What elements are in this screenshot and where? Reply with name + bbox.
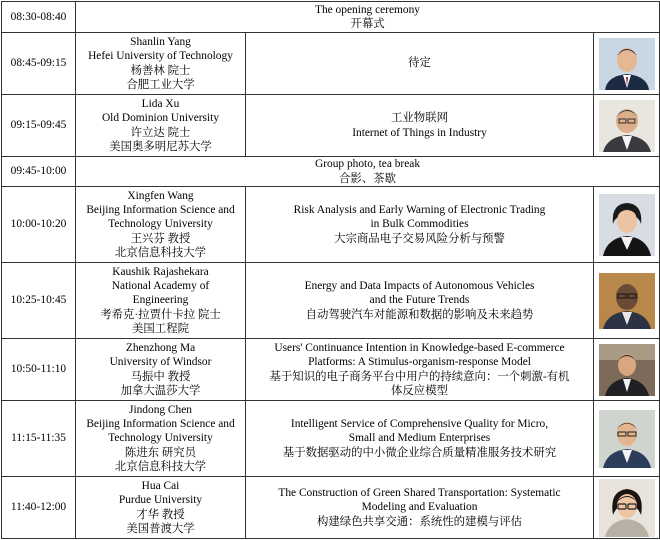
speaker-photo	[599, 344, 655, 396]
schedule-row	[2, 157, 660, 187]
talk-title-cn: 体反应模型	[391, 384, 448, 397]
schedule-row	[2, 95, 660, 157]
speaker-name: Lida Xu	[141, 98, 180, 111]
talk-title-cell	[246, 187, 594, 263]
speaker-photo	[599, 194, 655, 256]
talk-title-cn: 基于数据驱动的中小微企业综合质量精准服务技术研究	[282, 446, 557, 459]
speaker-affiliation-cn: 北京信息科技大学	[114, 246, 207, 259]
speaker-photo	[599, 38, 655, 90]
talk-title: Intelligent Service of Comprehensive Quality for Micro,	[290, 418, 549, 431]
speaker-cell	[76, 477, 246, 539]
speaker-name: Kaushik Rajashekara	[112, 265, 209, 278]
speaker-affiliation: Hefei University of Technology	[88, 50, 233, 63]
talk-title: Small and Medium Enterprises	[348, 432, 491, 445]
speaker-name-cn: 才华 教授	[136, 508, 185, 521]
speaker-photo	[599, 273, 655, 329]
talk-title: in Bulk Commodities	[370, 218, 469, 231]
speaker-affiliation: University of Windsor	[109, 356, 212, 369]
speaker-affiliation-cn: 加拿大温莎大学	[120, 384, 201, 397]
photo-cell	[594, 401, 660, 477]
speaker-name-cn: 马振中 教授	[130, 370, 191, 383]
time-cell: 08:30-08:40	[2, 2, 76, 33]
talk-title: Energy and Data Impacts of Autonomous Vehicles	[304, 280, 535, 293]
speaker-photo	[599, 479, 655, 537]
speaker-name-cn: 王兴芬 教授	[130, 232, 191, 245]
photo-cell	[594, 263, 660, 339]
speaker-name-cn: 考希克·拉贾什卡拉 院士	[100, 308, 221, 321]
talk-title-cell	[246, 263, 594, 339]
speaker-cell	[76, 401, 246, 477]
speaker-cell	[76, 339, 246, 401]
time-cell: 08:45-09:15	[2, 33, 76, 95]
talk-title-cell	[246, 33, 594, 95]
schedule-table	[1, 1, 660, 539]
talk-title-cell	[246, 477, 594, 539]
event-line: Group photo, tea break	[315, 158, 421, 171]
time-cell: 09:15-09:45	[2, 95, 76, 157]
talk-title-cn: 大宗商品电子交易风险分析与预警	[334, 232, 505, 245]
schedule-row	[2, 263, 660, 339]
speaker-affiliation: Purdue University	[118, 494, 203, 507]
photo-cell	[594, 33, 660, 95]
talk-title-cn: 基于知识的电子商务平台中用户的持续意向：一个刺激-有机	[269, 370, 570, 383]
talk-title-cn: 工业物联网	[391, 112, 448, 125]
time-cell: 10:50-11:10	[2, 339, 76, 401]
speaker-affiliation: Technology University	[108, 432, 213, 445]
talk-title: Platforms: A Stimulus-organism-response Model	[308, 356, 531, 369]
schedule-row	[2, 401, 660, 477]
speaker-name: Jindong Chen	[129, 403, 192, 416]
schedule-row	[2, 477, 660, 539]
speaker-name-cn: 陈进东 研究员	[124, 446, 197, 459]
time-cell: 11:15-11:35	[2, 401, 76, 477]
speaker-affiliation: Beijing Information Science and	[86, 418, 235, 431]
talk-title-cell	[246, 339, 594, 401]
speaker-name-cn: 杨善林 院士	[130, 64, 191, 77]
talk-title: Risk Analysis and Early Warning of Electronic Trading	[293, 204, 546, 217]
time-cell: 10:00-10:20	[2, 187, 76, 263]
speaker-affiliation: National Academy of	[111, 280, 210, 293]
event-line: 合影、茶歇	[339, 172, 396, 185]
schedule-row	[2, 187, 660, 263]
talk-title-cell	[246, 95, 594, 157]
speaker-affiliation: Engineering	[132, 294, 189, 307]
speaker-name: Xingfen Wang	[127, 189, 194, 202]
speaker-photo	[599, 410, 655, 468]
event-line: The opening ceremony	[315, 3, 421, 16]
time-cell: 11:40-12:00	[2, 477, 76, 539]
speaker-cell	[76, 33, 246, 95]
speaker-cell	[76, 263, 246, 339]
speaker-affiliation-cn: 美国普渡大学	[126, 522, 195, 535]
speaker-name-cn: 许立达 院士	[130, 126, 191, 139]
time-cell: 09:45-10:00	[2, 157, 76, 187]
event-cell	[76, 157, 660, 187]
speaker-affiliation-cn: 合肥工业大学	[126, 78, 195, 91]
speaker-affiliation: Beijing Information Science and	[86, 204, 235, 217]
speaker-affiliation-cn: 北京信息科技大学	[114, 460, 207, 473]
talk-title-cn: 自动驾驶汽车对能源和数据的影响及未来趋势	[305, 308, 534, 321]
speaker-affiliation-cn: 美国工程院	[132, 322, 189, 335]
photo-cell	[594, 187, 660, 263]
speaker-affiliation: Old Dominion University	[101, 112, 220, 125]
speaker-name: Zhenzhong Ma	[125, 342, 196, 355]
talk-title: The Construction of Green Shared Transportation: Systematic	[278, 487, 561, 500]
schedule-row	[2, 2, 660, 33]
talk-title-cell	[246, 401, 594, 477]
talk-title: Internet of Things in Industry	[352, 126, 487, 139]
event-line: 开幕式	[350, 18, 385, 30]
speaker-cell	[76, 95, 246, 157]
speaker-photo	[599, 100, 655, 152]
talk-title: 待定	[408, 57, 431, 70]
photo-cell	[594, 339, 660, 401]
photo-cell	[594, 477, 660, 539]
talk-title: Modeling and Evaluation	[361, 501, 478, 514]
speaker-affiliation: Technology University	[108, 218, 213, 231]
talk-title: and the Future Trends	[369, 294, 470, 307]
speaker-name: Hua Cai	[141, 480, 180, 493]
time-cell: 10:25-10:45	[2, 263, 76, 339]
talk-title: Users' Continuance Intention in Knowledge-based E-commerce	[274, 342, 565, 355]
speaker-name: Shanlin Yang	[130, 36, 191, 49]
speaker-affiliation-cn: 美国奥多明尼苏大学	[109, 140, 212, 153]
schedule-row	[2, 33, 660, 95]
photo-cell	[594, 95, 660, 157]
speaker-cell	[76, 187, 246, 263]
schedule-row	[2, 339, 660, 401]
event-cell	[76, 2, 660, 33]
talk-title-cn: 构建绿色共享交通：系统性的建模与评估	[316, 515, 523, 528]
